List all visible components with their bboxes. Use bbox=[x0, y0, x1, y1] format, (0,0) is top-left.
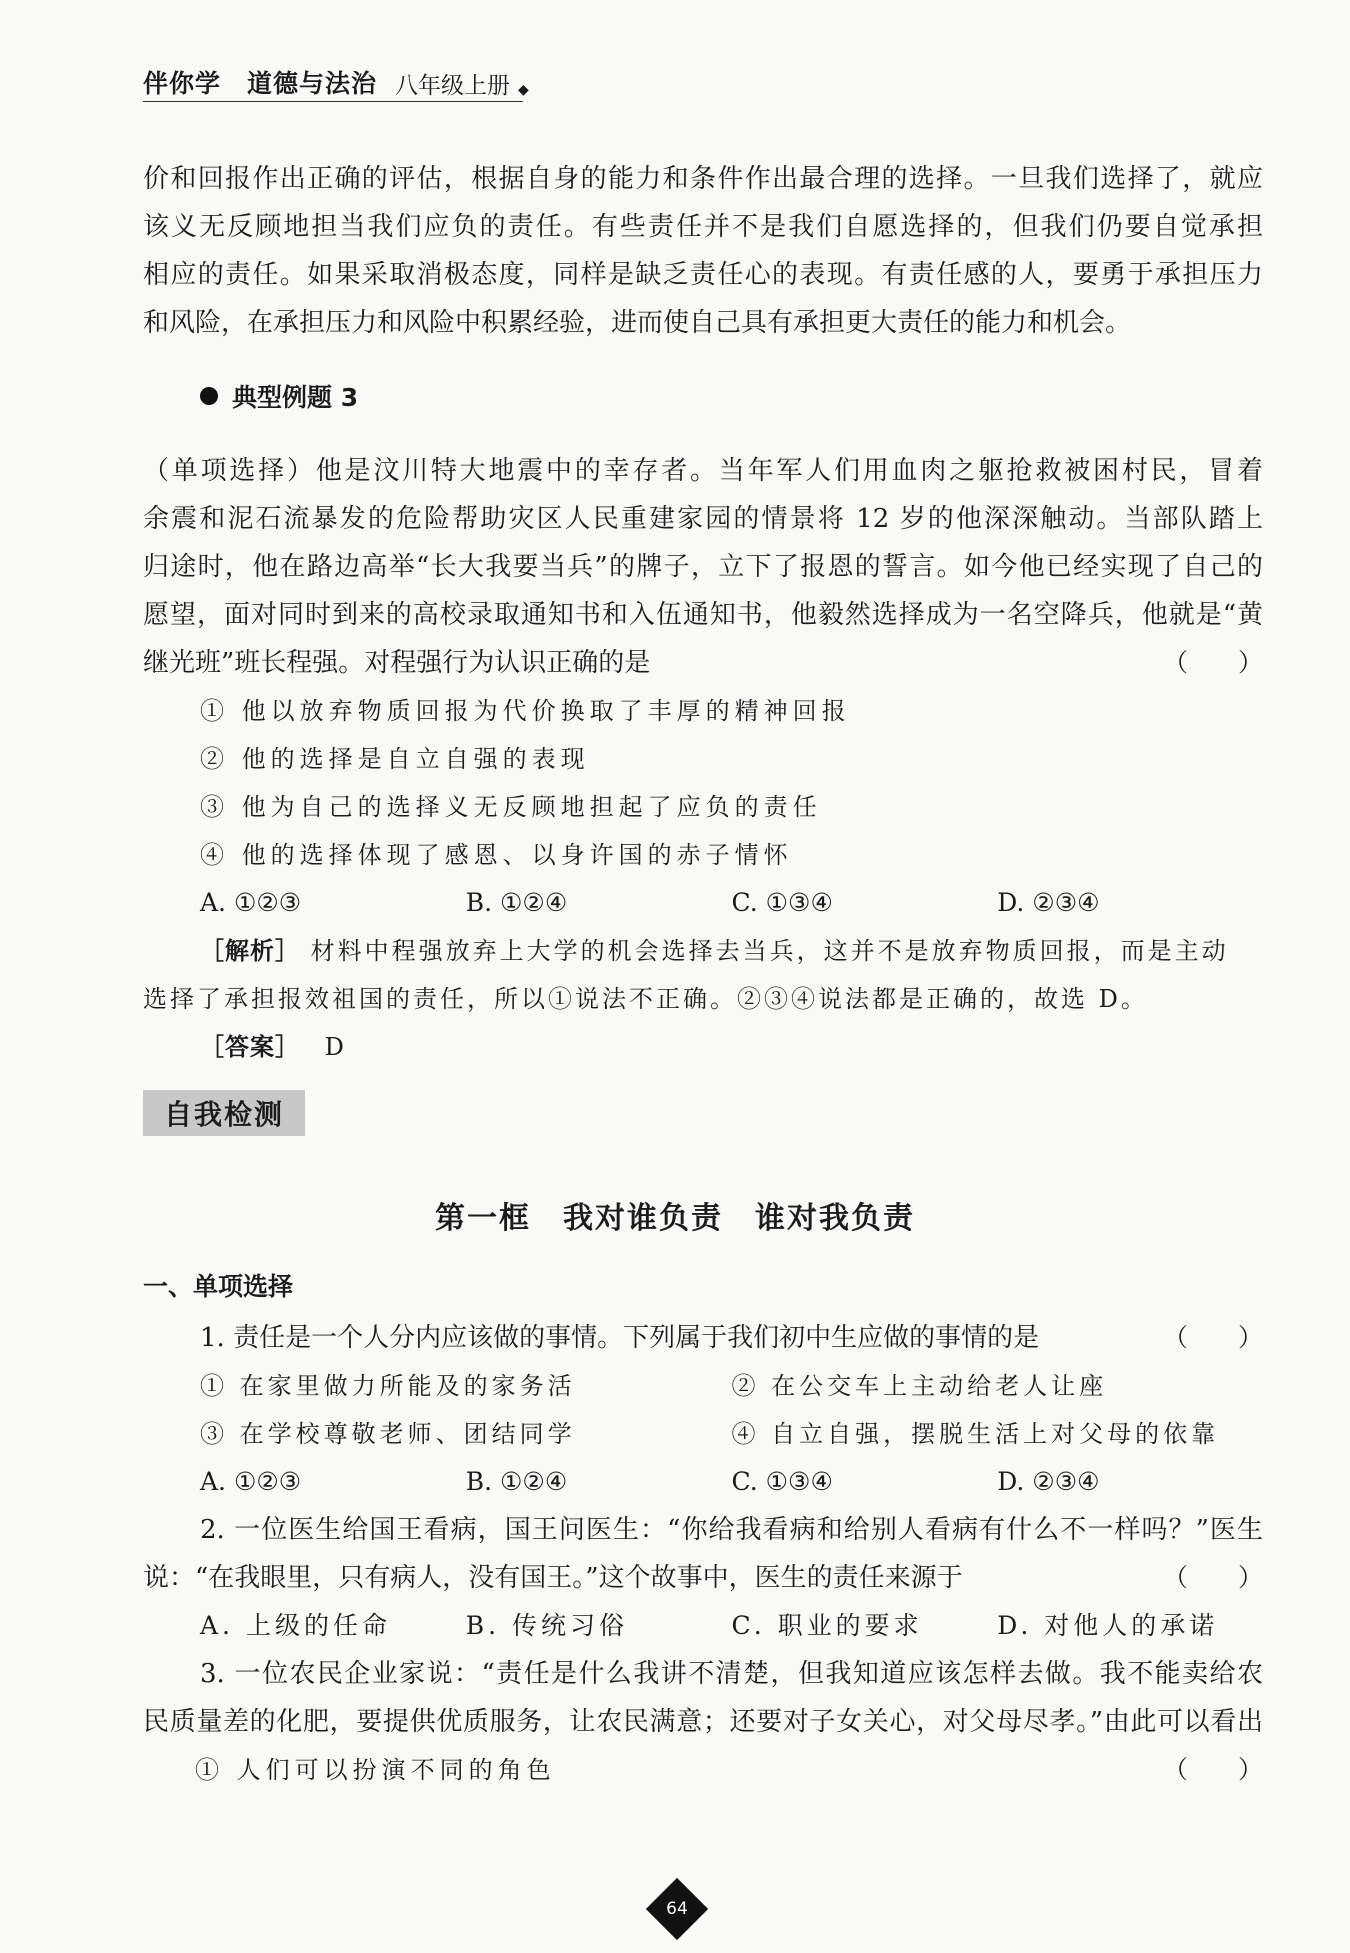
answer-line bbox=[143, 1023, 1263, 1071]
question-stem: 民质量差的化肥，要提供优质服务，让农民满意；还要对子女关心，对父母尽孝。”由此可以看出 bbox=[143, 1707, 1263, 1737]
stem-text: 1. 责任是一个人分内应该做的事情。下列属于我们初中生应做的事情的是 bbox=[200, 1323, 1040, 1353]
option-row bbox=[143, 1362, 1263, 1410]
option-item: ④ 他的选择体现了感恩、以身许国的赤子情怀 bbox=[200, 841, 793, 869]
answer-value: D bbox=[324, 1033, 347, 1061]
header-rule bbox=[143, 101, 523, 102]
option-item: ② 他的选择是自立自强的表现 bbox=[200, 745, 590, 773]
choice-c: C. 职业的要求 bbox=[731, 1611, 923, 1640]
text-line: 价和回报作出正确的评估，根据自身的能力和条件作出最合理的选择。一旦我们选择了，就应 bbox=[143, 164, 1263, 194]
answer-parentheses: （ ） bbox=[1162, 1323, 1263, 1352]
analysis-line: 选择了承担报效祖国的责任，所以①说法不正确。②③④说法都是正确的，故选 D。 bbox=[143, 985, 1148, 1013]
choice-row bbox=[143, 1602, 1263, 1650]
text-line: 愿望，面对同时到来的高校录取通知书和入伍通知书，他毅然选择成为一名空降兵，他就是“黄 bbox=[143, 600, 1263, 630]
question-1 bbox=[143, 1314, 1263, 1506]
option-item: ③ 在学校尊敬老师、团结同学 bbox=[200, 1420, 576, 1448]
example-analysis bbox=[143, 927, 1263, 1071]
choice-c: C. ①③④ bbox=[731, 1467, 833, 1496]
intro-paragraph bbox=[143, 155, 1263, 347]
example-title: 典型例题 3 bbox=[232, 383, 359, 412]
answer-parentheses: （ ） bbox=[1162, 1563, 1263, 1592]
option-item: ① 他以放弃物质回报为代价换取了丰厚的精神回报 bbox=[200, 697, 851, 725]
analysis-text: 材料中程强放弃上大学的机会选择去当兵，这并不是放弃物质回报，而是主动 bbox=[310, 937, 1229, 965]
choice-b: B. 传统习俗 bbox=[465, 1611, 629, 1640]
text-line: 相应的责任。如果采取消极态度，同样是缺乏责任心的表现。有责任感的人，要勇于承担压力 bbox=[143, 260, 1263, 290]
analysis-line bbox=[143, 927, 1263, 975]
option-row bbox=[143, 1410, 1263, 1458]
text-line bbox=[143, 639, 1263, 687]
example-stem bbox=[143, 447, 1263, 687]
subject-title: 道德与法治 bbox=[247, 69, 378, 98]
choice-row bbox=[200, 879, 1263, 927]
answer-parentheses: （ ） bbox=[1162, 1755, 1263, 1784]
text-line: 该义无反顾地担当我们应负的责任。有些责任并不是我们自愿选择的，但我们仍要自觉承担 bbox=[143, 212, 1263, 242]
grade-label: 八年级上册 bbox=[395, 73, 511, 99]
question-3 bbox=[143, 1650, 1263, 1794]
page-header bbox=[143, 62, 1278, 100]
choice-d: D. 对他人的承诺 bbox=[997, 1611, 1219, 1640]
option-item: ③ 他为自己的选择义无反顾地担起了应负的责任 bbox=[200, 793, 822, 821]
text-line: 和风险，在承担压力和风险中积累经验，进而使自己具有承担更大责任的能力和机会。 bbox=[143, 308, 1132, 338]
page-number: 64 bbox=[666, 1899, 688, 1919]
text-line: 归途时，他在路边高举“长大我要当兵”的牌子，立下了报恩的誓言。如今他已经实现了自己的 bbox=[143, 552, 1263, 582]
choice-row bbox=[143, 1458, 1263, 1506]
choice-a: A. ①②③ bbox=[200, 888, 302, 917]
question-2 bbox=[143, 1506, 1263, 1650]
question-stem: 2. 一位医生给国王看病，国王问医生：“你给我看病和给别人看病有什么不一样吗？”医生 bbox=[200, 1515, 1263, 1545]
choice-a: A. 上级的任命 bbox=[200, 1611, 391, 1640]
stem-text: 继光班”班长程强。对程强行为认识正确的是 bbox=[143, 648, 651, 678]
part-title: 一、单项选择 bbox=[143, 1272, 294, 1301]
example-heading bbox=[200, 378, 358, 414]
answer-parentheses: （ ） bbox=[1162, 648, 1263, 677]
question-stem bbox=[143, 1554, 1263, 1602]
choice-a: A. ①②③ bbox=[200, 1467, 302, 1496]
stem-text: 说：“在我眼里，只有病人，没有国王。”这个故事中，医生的责任来源于 bbox=[143, 1563, 963, 1593]
choice-c: C. ①③④ bbox=[731, 888, 833, 917]
analysis-label: ［解析］ bbox=[200, 937, 300, 965]
question-stem bbox=[143, 1314, 1263, 1362]
option-item: ① 人们可以扮演不同的角色 bbox=[195, 1756, 556, 1784]
text-line: 余震和泥石流暴发的危险帮助灾区人民重建家园的情景将 12 岁的他深深触动。当部队踏上 bbox=[143, 504, 1263, 534]
choice-d: D. ②③④ bbox=[997, 1467, 1100, 1496]
book-title: 伴你学 bbox=[143, 69, 222, 98]
self-test-banner: 自我检测 bbox=[143, 1090, 305, 1136]
option-item: ② 在公交车上主动给老人让座 bbox=[731, 1372, 1108, 1400]
diamond-icon: ◆ bbox=[518, 82, 529, 98]
choice-b: B. ①②④ bbox=[465, 1467, 568, 1496]
choice-d: D. ②③④ bbox=[997, 888, 1100, 917]
question-stem: 3. 一位农民企业家说：“责任是什么我讲不清楚，但我知道应该怎样去做。我不能卖给农 bbox=[200, 1659, 1263, 1689]
option-item: ① 在家里做力所能及的家务活 bbox=[200, 1372, 576, 1400]
section-title: 第一框 我对谁负责 谁对我负责 bbox=[435, 1201, 915, 1236]
choice-b: B. ①②④ bbox=[465, 888, 568, 917]
bullet-icon bbox=[200, 387, 218, 405]
text-line: （单项选择）他是汶川特大地震中的幸存者。当年军人们用血肉之躯抢救被困村民，冒着 bbox=[143, 456, 1263, 486]
example-options bbox=[200, 687, 1263, 927]
option-item: ④ 自立自强，摆脱生活上对父母的依靠 bbox=[731, 1420, 1220, 1448]
answer-label: ［答案］ bbox=[200, 1033, 300, 1061]
